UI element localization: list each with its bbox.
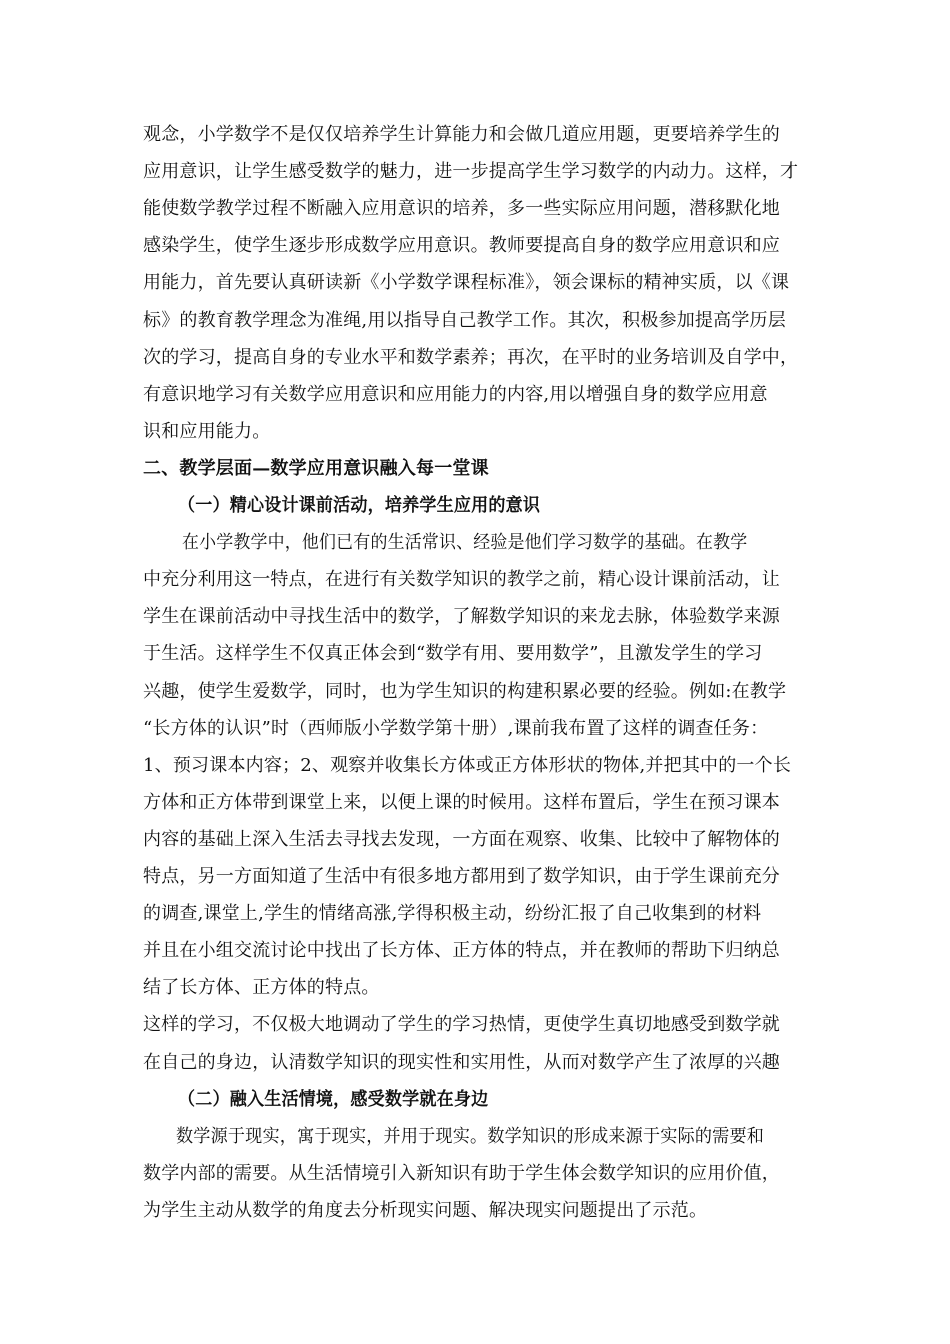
paragraph-line: 特点，另一方面知道了生活中有很多地方都用到了数学知识，由于学生课前充分	[143, 866, 780, 887]
paragraph-line: 在小学教学中，他们已有的生活常识、经验是他们学习数学的基础。在教学	[182, 532, 748, 554]
paragraph-line: 应用意识，让学生感受数学的魅力，进一步提高学生学习数学的内动力。这样，才	[143, 161, 799, 183]
paragraph-line: 数学内部的需要。从生活情境引入新知识有助于学生体会数学知识的应用价值，	[143, 1162, 780, 1184]
paragraph-line: 方体和正方体带到课堂上来，以便上课的时候用。这样布置后，学生在预习课本	[143, 791, 780, 813]
paragraph-line: 有意识地学习有关数学应用意识和应用能力的内容,用以增强自身的数学应用意	[143, 383, 768, 405]
paragraph-line: 的调查,课堂上,学生的情绪高涨,学得积极主动，纷纷汇报了自己收集到的材料	[143, 903, 762, 925]
paragraph-line: 中充分利用这一特点，在进行有关数学知识的教学之前，精心设计课前活动，让	[143, 569, 780, 591]
paragraph-line: 兴趣，使学生爱数学，同时，也为学生知识的构建积累必要的经验。例如:在教学	[143, 680, 787, 702]
paragraph-line: 1、预习课本内容；2、观察并收集长方体或正方体形状的物体,并把其中的一个长	[143, 754, 792, 776]
paragraph-line: 观念，小学数学不是仅仅培养学生计算能力和会做几道应用题，更要培养学生的	[143, 124, 780, 145]
paragraph-line: 这样的学习，不仅极大地调动了学生的学习热情，更使学生真切地感受到数学就	[143, 1014, 780, 1036]
paragraph-line: 内容的基础上深入生活去寻找去发现，一方面在观察、收集、比较中了解物体的	[143, 828, 780, 850]
paragraph-line: 感染学生，使学生逐步形成数学应用意识。教师要提高自身的数学应用意识和应	[143, 235, 780, 257]
paragraph-line: 于生活。这样学生不仅真正体会到“数学有用、要用数学”，且激发学生的学习	[143, 643, 763, 665]
section-heading: 二、教学层面—数学应用意识融入每一堂课	[143, 457, 489, 479]
paragraph-line: 结了长方体、正方体的特点。	[143, 977, 380, 999]
paragraph-line: 标》的教育教学理念为准绳,用以指导自己教学工作。其次，积极参加提高学历层	[143, 309, 786, 331]
subsection-heading: （二）融入生活情境，感受数学就在身边	[178, 1088, 489, 1110]
paragraph-line: 学生在课前活动中寻找生活中的数学，了解数学知识的来龙去脉，体验数学来源	[143, 606, 780, 628]
paragraph-line: 为学生主动从数学的角度去分析现实问题、解决现实问题提出了示范。	[143, 1199, 708, 1221]
paragraph-line: 数学源于现实，寓于现实，并用于现实。数学知识的形成来源于实际的需要和	[176, 1125, 765, 1147]
paragraph-line: 并且在小组交流讨论中找出了长方体、正方体的特点，并在教师的帮助下归纳总	[143, 940, 780, 962]
paragraph-line: 能使数学教学过程不断融入应用意识的培养，多一些实际应用问题，潜移默化地	[143, 198, 780, 220]
paragraph-line: “长方体的认识”时（西师版小学数学第十册）,课前我布置了这样的调查任务：	[143, 717, 769, 739]
paragraph-line: 次的学习，提高自身的专业水平和数学素养；再次，在平时的业务培训及自学中，	[143, 346, 799, 368]
paragraph-line: 在自己的身边，认清数学知识的现实性和实用性，从而对数学产生了浓厚的兴趣	[143, 1051, 780, 1073]
paragraph-line: 识和应用能力。	[143, 420, 271, 442]
subsection-heading: （一）精心设计课前活动，培养学生应用的意识	[178, 495, 541, 516]
paragraph-line: 用能力，首先要认真研读新《小学数学课程标准》，领会课标的精神实质，以《课	[143, 272, 790, 294]
